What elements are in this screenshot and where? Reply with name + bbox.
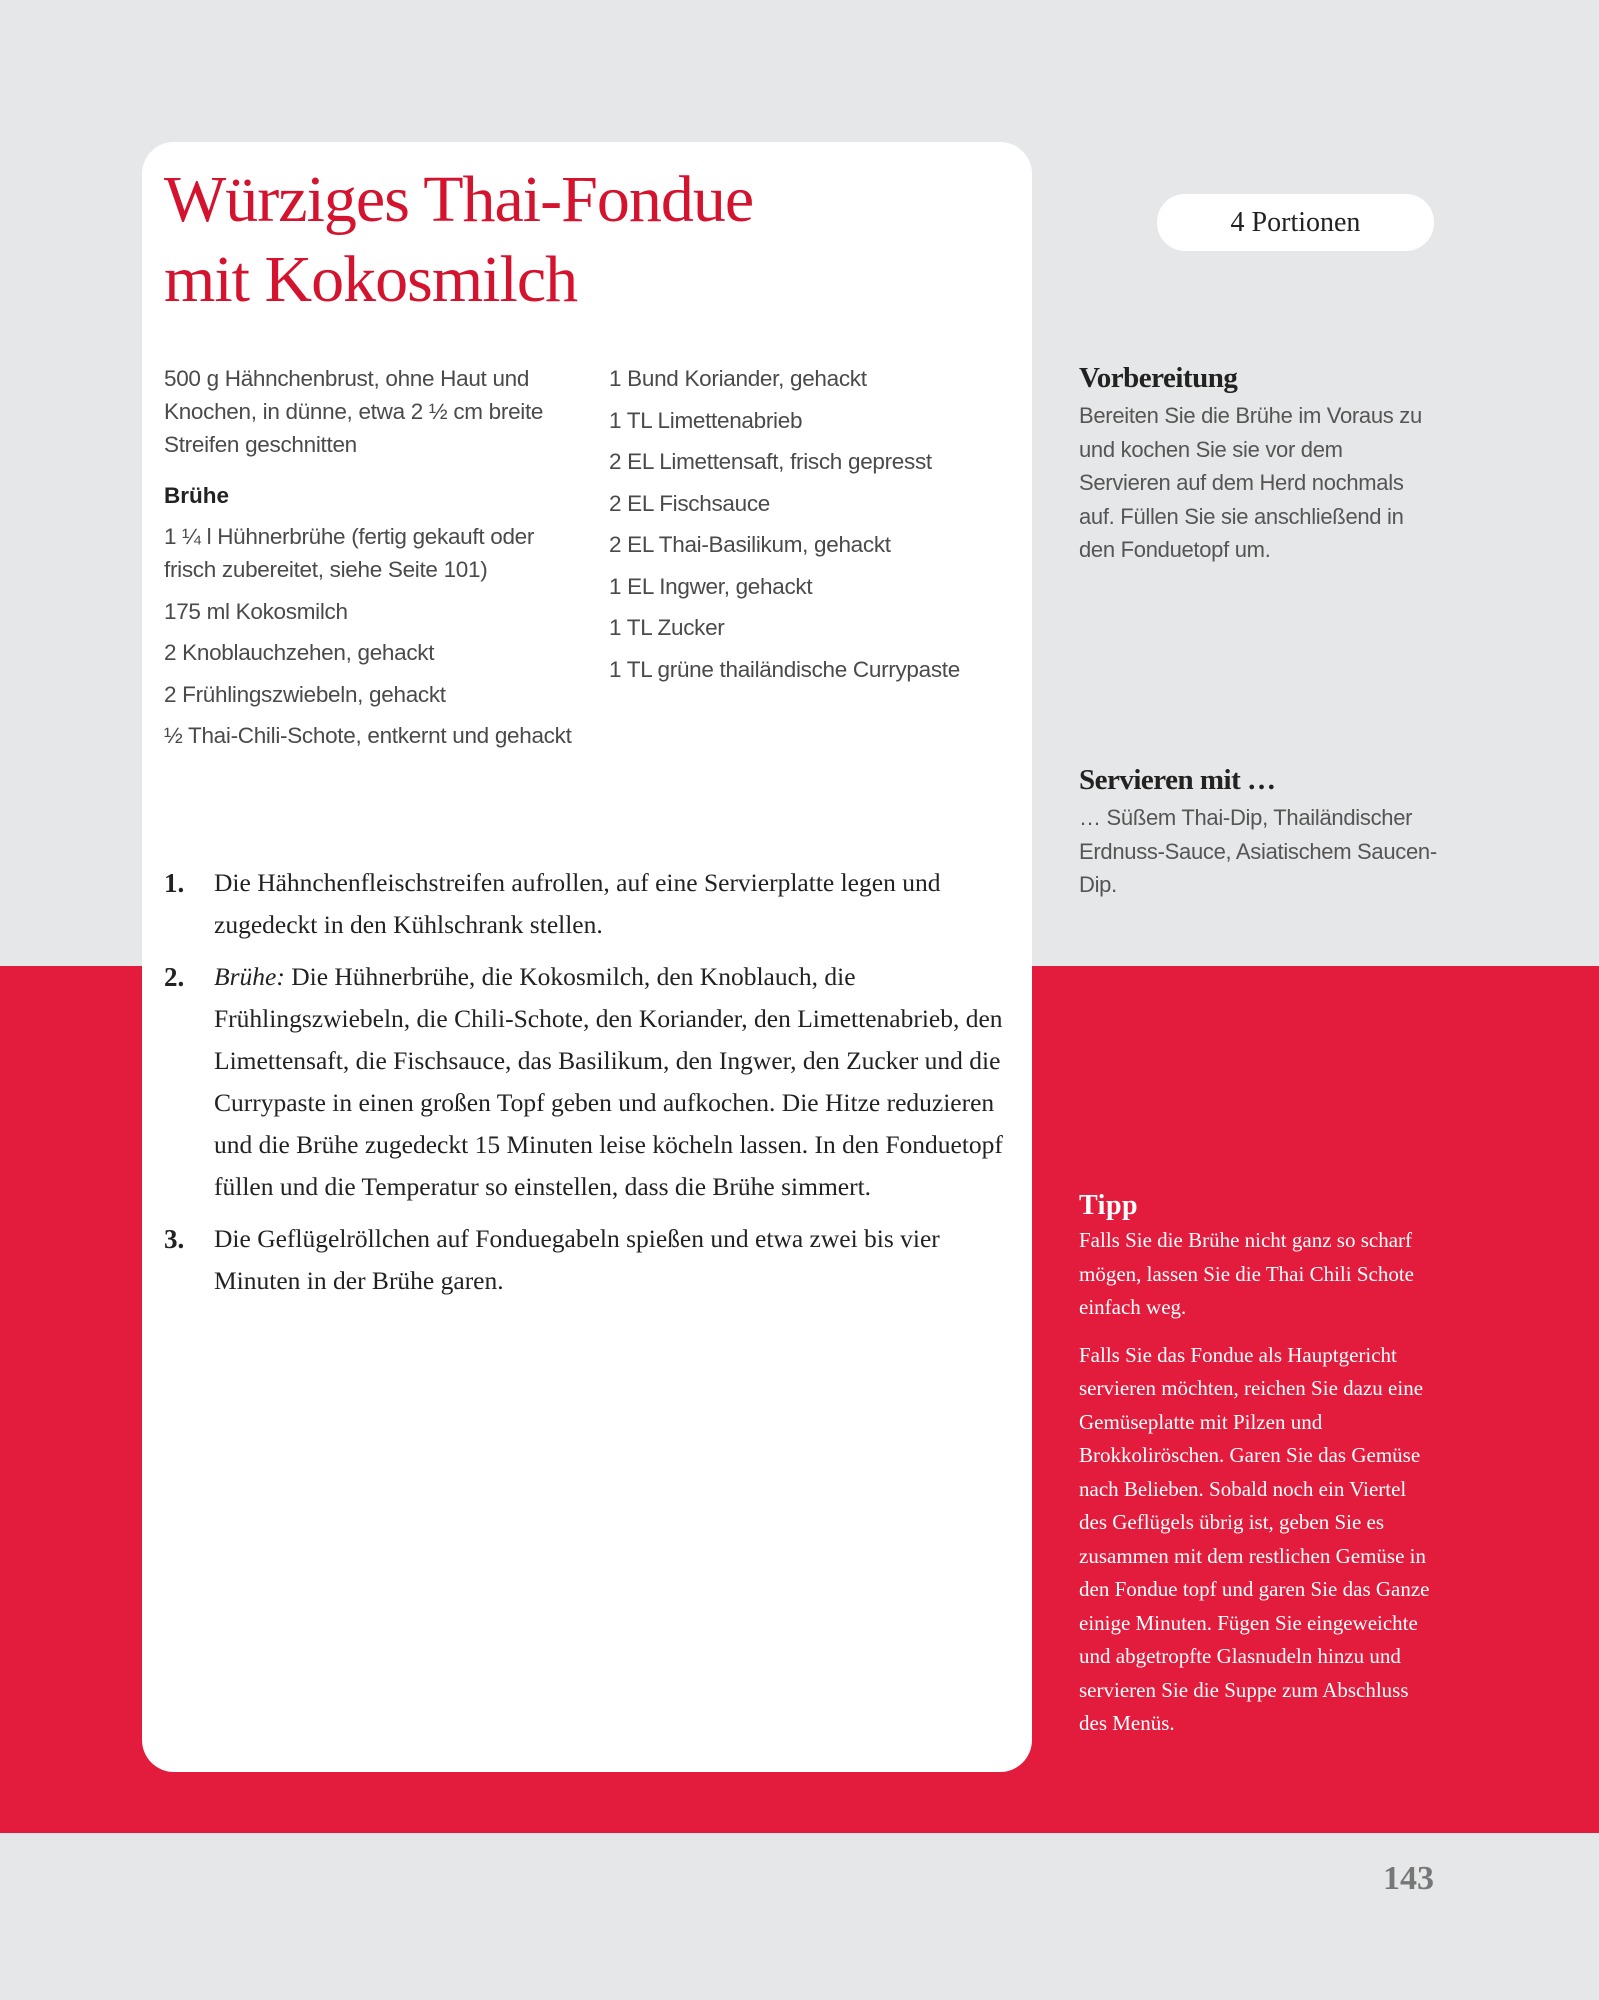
step-number: 1.	[164, 868, 185, 898]
ingredients-left-column	[164, 362, 574, 761]
step-3	[164, 1218, 1014, 1302]
serving-note	[1079, 764, 1439, 902]
step-2	[164, 956, 1014, 1208]
title-line-2: mit Kokosmilch	[164, 243, 578, 316]
preparation-heading: Vorbereitung	[1079, 362, 1238, 394]
ingredient-item: 1 TL Zucker	[609, 615, 725, 640]
ingredient-item: ½ Thai-Chili-Schote, entkernt und gehackt	[164, 723, 572, 748]
ingredient-item: 1 TL Limettenabrieb	[609, 407, 803, 433]
tip-paragraph-2: Falls Sie das Fondue als Hauptgericht servieren möchten, reichen Sie dazu eine Gemüseplatte mit Pilzen und Brokkoliröschen. Garen Sie das Gemüse nach Belieben. Sobald noch ein Viertel des Geflügels übrig ist, geben Sie es zusammen mit dem restlichen Gemüse in den Fondue topf und garen Sie das Ganze einige Minuten. Fügen Sie eingeweichte und abgetropfte Glasnudeln hinzu und servieren Sie die Suppe zum Abschluss des Menüs.	[1079, 1342, 1430, 1735]
broth-heading: Brühe	[164, 483, 230, 508]
ingredient-item: 2 EL Limettensaft, frisch gepresst	[609, 449, 932, 474]
serving-text: … Süßem Thai-Dip, Thailändischer Erdnuss-Sauce, Asiatischem Saucen-Dip.	[1079, 805, 1437, 897]
step-text-body: Die Hühnerbrühe, die Kokosmilch, den Knoblauch, die Frühlingszwiebeln, die Chili-Schote, den Koriander, den Limettenabrieb, den Limettensaft, die Fischsauce, das Basilikum, den Ingwer, den Zucker und die Currypaste in einen großen Topf geben und aufkochen. Die Hitze reduzieren und die Brühe zugedeckt 15 Minuten leise köcheln lassen. In den Fonduetopf füllen und die Temperatur so einstellen, dass die Brühe simmert.	[214, 962, 1003, 1201]
portions-badge: 4 Portionen	[1157, 194, 1434, 251]
step-text-body: Die Geflügelröllchen auf Fonduegabeln spießen und etwa zwei bis vier Minuten in der Brühe garen.	[214, 1224, 940, 1295]
ingredient-main: 500 g Hähnchenbrust, ohne Haut und Knochen, in dünne, etwa 2 ½ cm breite Streifen geschnitten	[164, 366, 544, 457]
preparation-note	[1079, 362, 1439, 567]
ingredient-item: 2 Frühlingszwiebeln, gehackt	[164, 681, 446, 707]
step-text	[214, 1218, 1014, 1302]
recipe-title	[164, 160, 753, 320]
step-number: 2.	[164, 962, 185, 992]
serving-heading: Servieren mit …	[1079, 764, 1276, 796]
tip-paragraph-1: Falls Sie die Brühe nicht ganz so scharf mögen, lassen Sie die Thai Chili Schote einfach weg.	[1079, 1228, 1414, 1319]
ingredient-item: 1 TL grüne thailändische Currypaste	[609, 656, 960, 682]
ingredient-item: 2 EL Fischsauce	[609, 490, 770, 516]
page-number: 143	[1383, 1860, 1434, 1897]
step-text	[214, 956, 1014, 1208]
ingredient-item: 1 EL Ingwer, gehackt	[609, 573, 813, 599]
ingredient-item: 2 Knoblauchzehen, gehackt	[164, 640, 435, 665]
ingredient-item: 2 EL Thai-Basilikum, gehackt	[609, 532, 891, 557]
ingredient-item: 1 ¼ l Hühnerbrühe (fertig gekauft oder frisch zubereitet, siehe Seite 101)	[164, 524, 535, 582]
step-1	[164, 862, 1014, 946]
preparation-text: Bereiten Sie die Brühe im Voraus zu und kochen Sie sie vor dem Servieren auf dem Herd nochmals auf. Füllen Sie sie anschließend in den Fonduetopf um.	[1079, 403, 1422, 562]
tip-heading: Tipp	[1079, 1190, 1139, 1221]
tip-box	[1079, 1190, 1439, 1755]
step-number: 3.	[164, 1224, 185, 1254]
ingredient-item: 175 ml Kokosmilch	[164, 598, 348, 624]
title-line-1: Würziges Thai-Fondue	[164, 163, 754, 236]
instruction-steps	[164, 862, 1014, 1312]
step-lead: Brühe:	[214, 962, 285, 991]
ingredients-right-column	[609, 362, 1029, 694]
step-text-body: Die Hähnchenfleischstreifen aufrollen, auf eine Servierplatte legen und zugedeckt in den Kühlschrank stellen.	[214, 868, 941, 939]
ingredient-item: 1 Bund Koriander, gehackt	[609, 366, 867, 391]
step-text	[214, 862, 1014, 946]
